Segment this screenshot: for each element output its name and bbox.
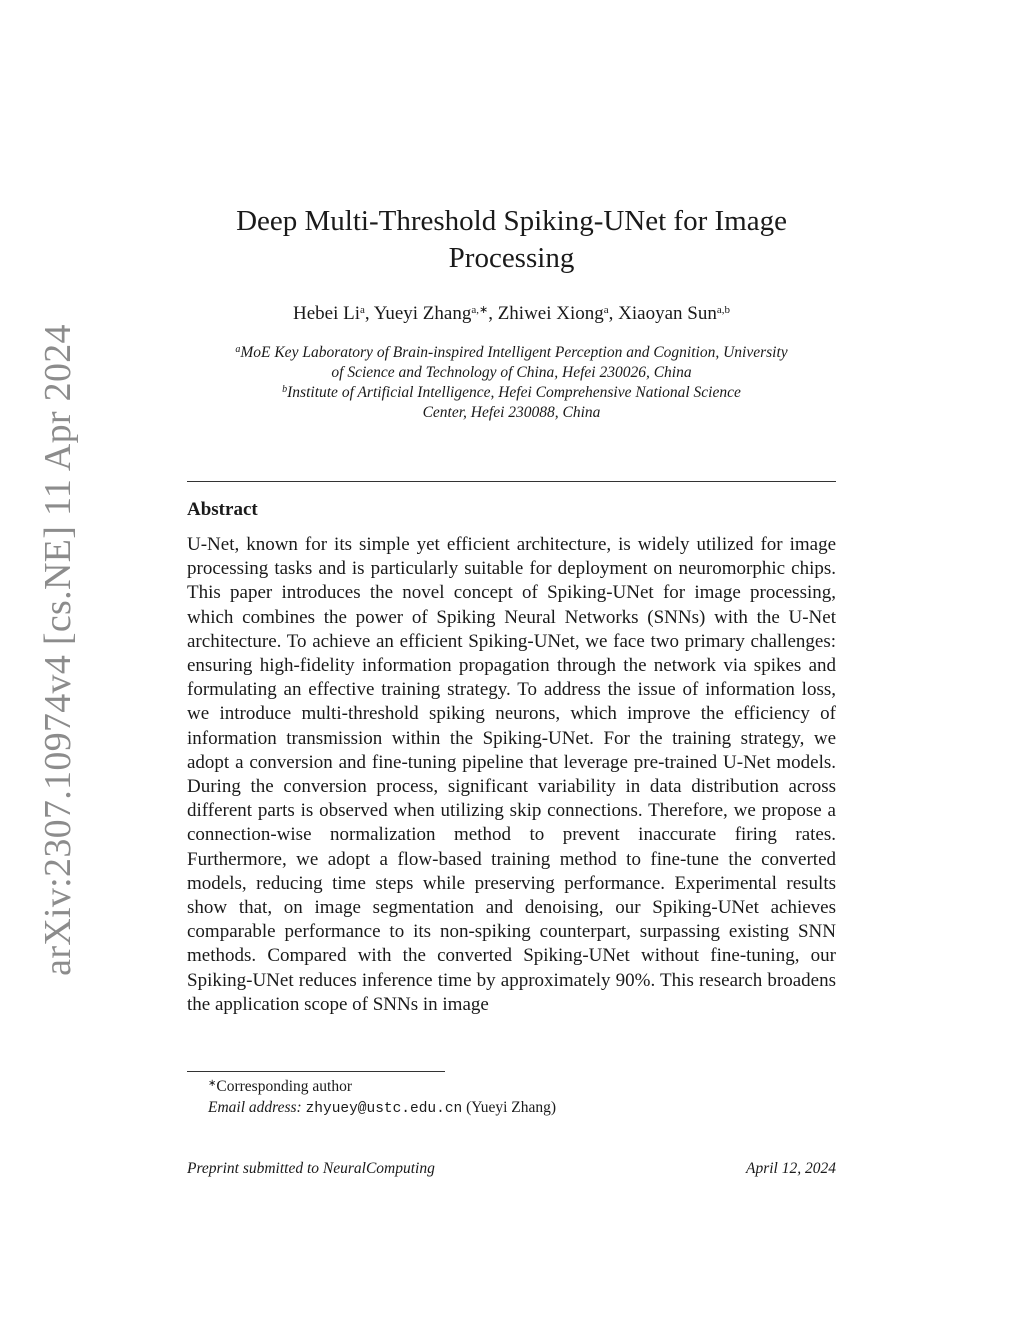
author: Xiaoyan Sun$^{a,b}$ (618, 303, 730, 324)
preprint-note: Preprint submitted to NeuralComputing (187, 1160, 435, 1177)
abstract-heading: Abstract (187, 499, 258, 520)
author: Yueyi Zhang$^{a,∗}$, (373, 303, 498, 324)
affiliation-b-line-1: $^b$Institute of Artificial Intelligence, Hefei Comprehensive National Science (282, 384, 741, 401)
email-line: Email address: zhyuey@ustc.edu.cn (Yueyi Zhang) (208, 1099, 557, 1117)
abstract-top-rule (187, 481, 836, 482)
footnote-rule (187, 1071, 445, 1072)
arxiv-identifier: arXiv:2307.10974v4 [cs.NE] 11 Apr 2024 (37, 324, 79, 976)
author-list (187, 302, 836, 326)
affiliation-a-line-1: $^a$MoE Key Laboratory of Brain-inspired Intelligent Perception and Cognition, University (235, 344, 788, 361)
affiliation-b-line-2: Center, Hefei 230088, China (422, 404, 601, 421)
author: Hebei Li$^a$, (293, 303, 374, 324)
title-line-1: Deep Multi-Threshold Spiking-UNet for Image (236, 205, 787, 237)
corresponding-author-note: ∗Corresponding author (208, 1078, 352, 1095)
affiliations (187, 343, 836, 423)
abstract-text: U-Net, known for its simple yet efficient architecture, is widely utilized for image processing tasks and is particularly suitable for deployment on neuromorphic chips. This paper introduces the novel concept of Spiking-UNet for image processing, which combines the power of Spiking Neural Networks (SNNs) with the U-Net architecture. To achieve an efficient Spiking-UNet, we face two primary challenges: ensuring high-fidelity information propagation through the network via spikes and formulating an effective training strategy. To address the issue of information loss, we introduce multi-threshold spiking neurons, which improve the efficiency of information transmission within the Spiking-UNet. For the training strategy, we adopt a conversion and fine-tuning pipeline that leverage pre-trained U-Net models. During the conversion process, significant variability in data distribution across different parts is observed when utilizing skip connections. Therefore, we propose a connection-wise normalization method to prevent inaccurate firing rates. Furthermore, we adopt a flow-based training method to fine-tune the converted models, reducing time steps while preserving performance. Experimental results show that, on image segmentation and denoising, our Spiking-UNet achieves comparable performance to its non-spiking counterpart, surpassing existing SNN methods. Compared with the converted Spiking-UNet without fine-tuning, our Spiking-UNet reduces inference time by approximately 90%. This research broadens the application scope of SNNs in image (187, 534, 836, 1015)
preprint-date: April 12, 2024 (746, 1160, 836, 1177)
email-address[interactable]: zhyuey@ustc.edu.cn (305, 1101, 463, 1117)
footnote (208, 1076, 556, 1120)
author: Zhiwei Xiong$^a$, (497, 303, 619, 324)
affiliation-a-line-2: of Science and Technology of China, Hefei 230026, China (331, 364, 692, 381)
title-line-2: Processing (448, 242, 575, 274)
paper-title (187, 203, 836, 277)
